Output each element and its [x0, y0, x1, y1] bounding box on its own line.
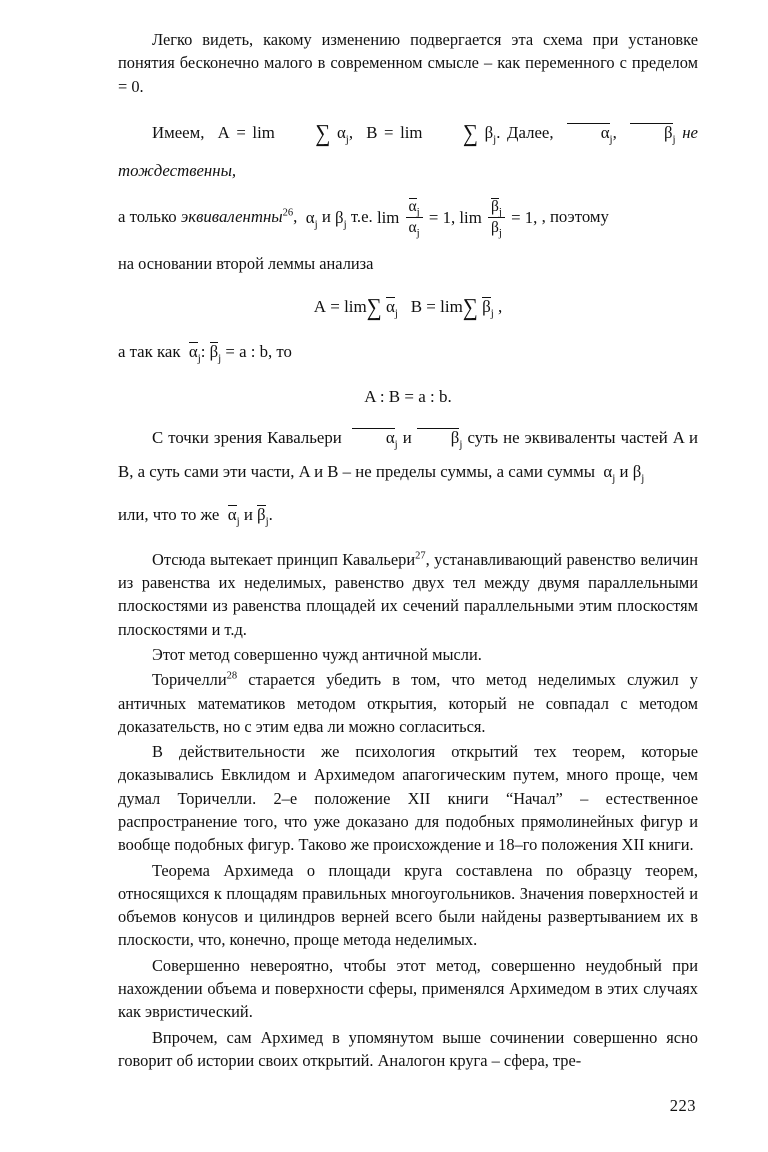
- conj-and-1: и: [321, 207, 331, 227]
- symbol-alpha-j: $\alpha_j$: [301, 207, 318, 231]
- paragraph-2-tail: , поэтому: [541, 207, 609, 227]
- paragraph-12: Впрочем, сам Архимед в упомянутом выше сочинении совершенно ясно говорит об истории своих открытий. Аналогон круга – сфера, тре-: [118, 1027, 698, 1070]
- formula-block-1: A = lim∑ $\alpha_j$ B = lim∑ $\beta_j$ ,: [313, 293, 503, 322]
- conj-and-3: и: [619, 461, 629, 481]
- paragraph-4-tail: = a : b, то: [225, 342, 292, 362]
- formula-lim-beta-ratio: lim $\frac{\beta_j}{\beta_j}$ = 1,: [459, 198, 542, 240]
- paragraph-8: [118, 668, 698, 738]
- paragraph-11: Совершенно невероятно, чтобы этот метод, совершенно неудобный при нахождении объема и поверхности сферы, применялся Архимедом в этих случаях как эвристический.: [118, 955, 698, 1022]
- formula-ratio-bars: $\alpha_j$: $\beta_j$: [188, 342, 222, 365]
- conj-and-4: и: [243, 505, 253, 525]
- footnote-ref-26: 26: [282, 208, 294, 220]
- symbol-beta-j-2: $\beta_j$: [632, 461, 645, 484]
- document-body: [118, 28, 698, 1072]
- paragraph-2-lead: Имеем,: [152, 122, 205, 142]
- footnote-ref-27: 27: [415, 550, 426, 562]
- formula-A-equals: A = lim ∑ $\alpha_j$,: [211, 119, 360, 147]
- paragraph-2-italic: не тождественны,: [118, 122, 698, 180]
- paragraph-7: Этот метод совершенно чужд античной мысли.: [152, 644, 482, 664]
- paragraph-6-lead: Отсюда вытекает принцип Кавальери: [152, 549, 416, 569]
- abbr-te: т.е.: [350, 207, 373, 227]
- formula-alpha-bar-1: $\alpha_j$,: [560, 123, 617, 142]
- formula-B-equals: B = lim ∑ $\beta_j$.: [359, 119, 508, 147]
- formula-beta-bar-3: $\beta_j$.: [257, 505, 273, 528]
- paragraph-2-italic-2: эквивалентны: [180, 207, 283, 227]
- paragraph-2-mid: а только: [118, 207, 177, 227]
- paragraph-5-tail: или, что то же: [118, 505, 220, 525]
- symbol-alpha-j-2: $\alpha_j$: [599, 461, 616, 484]
- paragraph-8-lead: Торичелли: [152, 670, 227, 690]
- paragraph-2-after-formula: Далее,: [507, 122, 554, 142]
- paragraph-4: [118, 335, 698, 369]
- formula-block-2: A : B = a : b.: [364, 386, 452, 406]
- footnote-ref-28: 28: [226, 670, 238, 682]
- paragraph-9: В действительности же психология открытий тех теорем, которые доказывались Евклидом и Архимедом апагогическим путем, много проще, чем думал Торичелли. 2–е положение XII книги “Начал” – естественное распространение того, что уже доказано для подобных прямолинейных фигур и вообще подобных фигур. Таково же происхождение и 18–го положения XII книги.: [118, 742, 698, 855]
- paragraph-2-line-2: а только эквивалентны$^{26}$, $\alpha_j$ и $\beta_j$ т.е. lim $\frac{\alpha_j}{\alpha_j}$ = 1, lim $\frac{\beta_j}{\beta_j}$ = 1, , поэтому: [118, 198, 609, 240]
- formula-alpha-bar-3: $\alpha_j$: [227, 505, 240, 528]
- formula-lim-alpha-ratio: lim $\frac{\alpha_j}{\alpha_j}$ = 1,: [376, 198, 460, 240]
- page-number: 223: [669, 1096, 696, 1115]
- paragraph-10: Теорема Архимеда о площади круга составлена по образцу теорем, относящихся к площадям правильных многоугольников. Значения поверхностей и объемов конусов и цилиндров верней всего были найдены развертыванием их в плоскости, что, конечно, проще метода неделимых.: [118, 860, 698, 950]
- paragraph-5-line-2: [118, 498, 698, 532]
- formula-beta-bar-1: $\beta_j$: [623, 123, 675, 142]
- paragraph-6-cont: , устанавливающий равенство величин из равенства их неделимых, равенство двух тел между двумя параллельными плоскостями из равенства площадей их сечений параллельными этим плоскостям плоскостями и т.д.: [118, 549, 698, 639]
- formula-alpha-bar-2: $\alpha_j$: [347, 428, 398, 447]
- paragraph-5-line-1: [118, 421, 698, 488]
- paragraph-1: Легко видеть, какому изменению подвергается эта схема при установке понятия бесконечно малого в современном смысле – как переменного с пределом = 0.: [118, 30, 698, 96]
- paragraph-4-lead: а так как: [118, 342, 181, 362]
- symbol-beta-j: $\beta_j$: [335, 207, 347, 231]
- paragraph-5-lead: С точки зрения Кавальери: [152, 427, 342, 447]
- formula-beta-bar-2: $\beta_j$: [417, 428, 463, 447]
- paragraph-2-line-1: [118, 112, 698, 188]
- paragraph-3: на основании второй леммы анализа: [118, 254, 374, 274]
- paragraph-5-cont: суть не эквиваленты частей A и B, а суть сами эти части, A и B – не пределы суммы, а сами суммы: [118, 427, 698, 481]
- paragraph-8-cont: старается убедить в том, что метод неделимых служил у античных математиков методом открытия, который не совпадал с методом доказательств, но с этим едва ли можно согласиться.: [118, 670, 698, 736]
- conj-and-2: и: [402, 427, 412, 447]
- paragraph-6: [118, 548, 698, 641]
